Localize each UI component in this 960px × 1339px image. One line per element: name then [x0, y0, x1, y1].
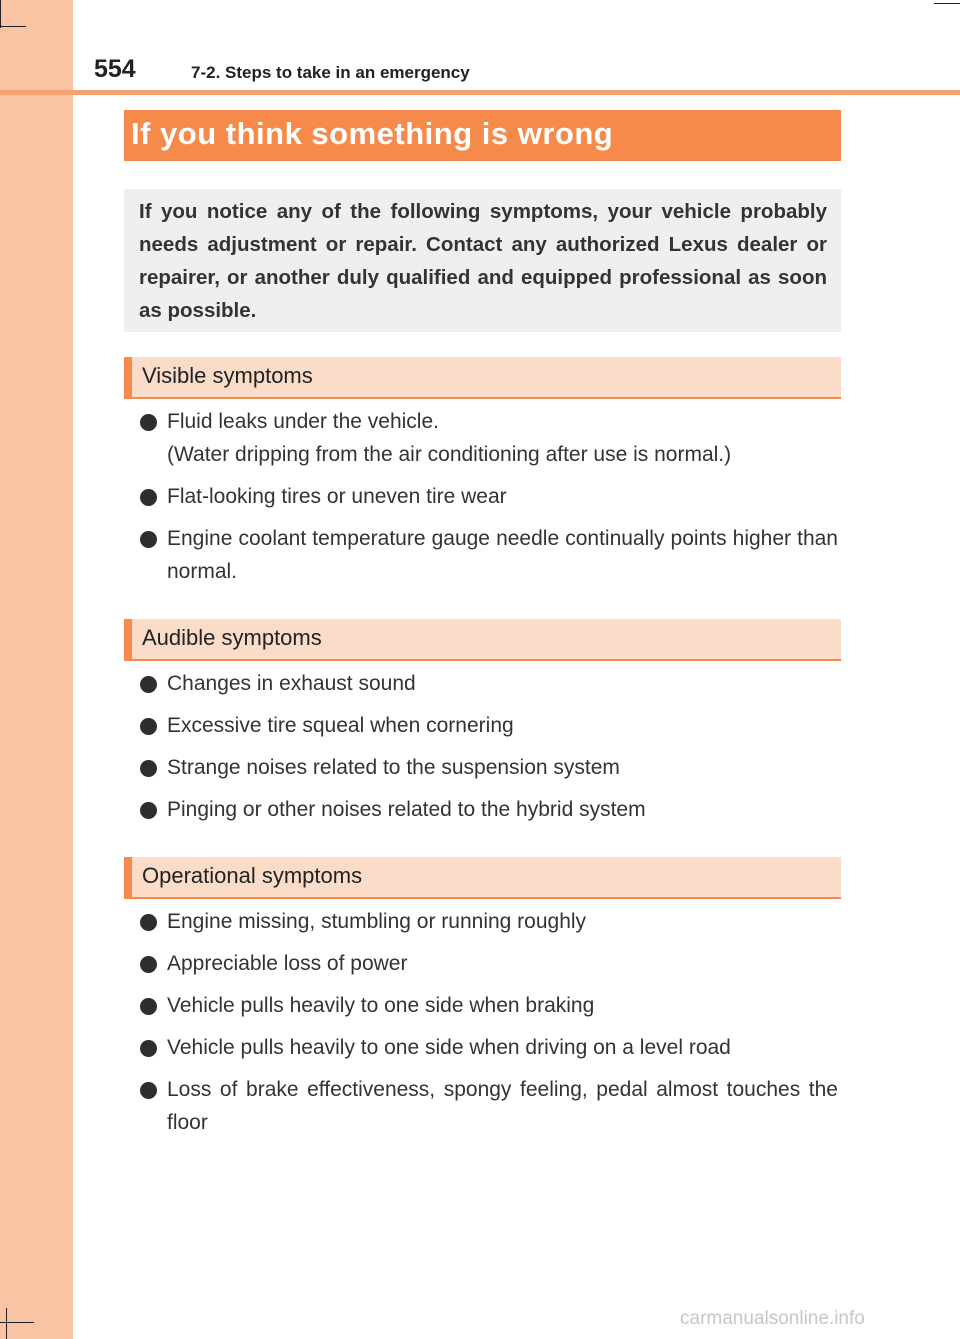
- intro-box: [124, 189, 841, 332]
- audible-symptoms-heading: [124, 619, 841, 661]
- bullet-icon: [140, 414, 157, 431]
- heading-accent: [124, 357, 132, 397]
- watermark-text: carmanualsonline.info: [680, 1308, 865, 1329]
- bullet-icon: [140, 914, 157, 931]
- page-title: If you think something is wrong: [131, 116, 614, 151]
- page-title-bar: [124, 110, 841, 161]
- list-item-text: Engine missing, stumbling or running roughly: [167, 910, 587, 933]
- crop-mark-top-right: [934, 3, 960, 4]
- list-item-text: Vehicle pulls heavily to one side when driving on a level road: [167, 1036, 731, 1059]
- heading-accent: [124, 857, 132, 897]
- list-item: [140, 1031, 838, 1064]
- heading-label: Visible symptoms: [142, 363, 313, 388]
- intro-text: If you notice any of the following symptoms, your vehicle probably needs adjustment or repair. Contact any authorized Lexus dealer or repairer, or another duly qualified and equipped professional as soon as possible.: [139, 200, 827, 322]
- heading-accent: [124, 619, 132, 659]
- bullet-icon: [140, 1082, 157, 1099]
- bullet-icon: [140, 531, 157, 548]
- list-item: [140, 480, 838, 513]
- heading-label: Operational symptoms: [142, 863, 363, 888]
- list-item-text: Engine coolant temperature gauge needle continually points higher than normal.: [167, 527, 838, 583]
- bullet-icon: [140, 1040, 157, 1057]
- crop-mark-top-left-v: [0, 0, 1, 28]
- list-item: [140, 947, 838, 980]
- crop-mark-bottom-left-v: [6, 1308, 7, 1339]
- bullet-icon: [140, 760, 157, 777]
- bullet-icon: [140, 998, 157, 1015]
- list-item: [140, 667, 838, 700]
- list-item: [140, 1073, 838, 1139]
- crop-mark-top-left: [0, 26, 26, 27]
- bullet-icon: [140, 802, 157, 819]
- list-item-text: Strange noises related to the suspension system: [167, 756, 620, 779]
- bullet-icon: [140, 956, 157, 973]
- header-rule: [0, 90, 960, 95]
- list-item-text: Vehicle pulls heavily to one side when braking: [167, 994, 595, 1017]
- visible-symptoms-heading: [124, 357, 841, 399]
- list-item-text: Fluid leaks under the vehicle.: [167, 410, 439, 433]
- list-item-text: Changes in exhaust sound: [167, 672, 416, 695]
- list-item: [140, 405, 838, 471]
- list-item-note: (Water dripping from the air conditioning after use is normal.): [167, 443, 732, 466]
- bullet-icon: [140, 718, 157, 735]
- operational-symptoms-heading: [124, 857, 841, 899]
- bullet-icon: [140, 489, 157, 506]
- list-item: [140, 751, 838, 784]
- list-item-text: Flat-looking tires or uneven tire wear: [167, 485, 507, 508]
- section-breadcrumb: 7-2. Steps to take in an emergency: [191, 63, 470, 82]
- bullet-icon: [140, 676, 157, 693]
- list-item: [140, 522, 838, 588]
- list-item-text: Appreciable loss of power: [167, 952, 408, 975]
- list-item-text: Loss of brake effectiveness, spongy feeling, pedal almost touches the floor: [167, 1078, 838, 1134]
- list-item: [140, 905, 838, 938]
- list-item: [140, 709, 838, 742]
- list-item: [140, 989, 838, 1022]
- list-item-text: Excessive tire squeal when cornering: [167, 714, 514, 737]
- side-tab-bar: [0, 0, 73, 1339]
- heading-label: Audible symptoms: [142, 625, 322, 650]
- list-item-text: Pinging or other noises related to the hybrid system: [167, 798, 646, 821]
- list-item: [140, 793, 838, 826]
- page-number: 554: [94, 55, 136, 83]
